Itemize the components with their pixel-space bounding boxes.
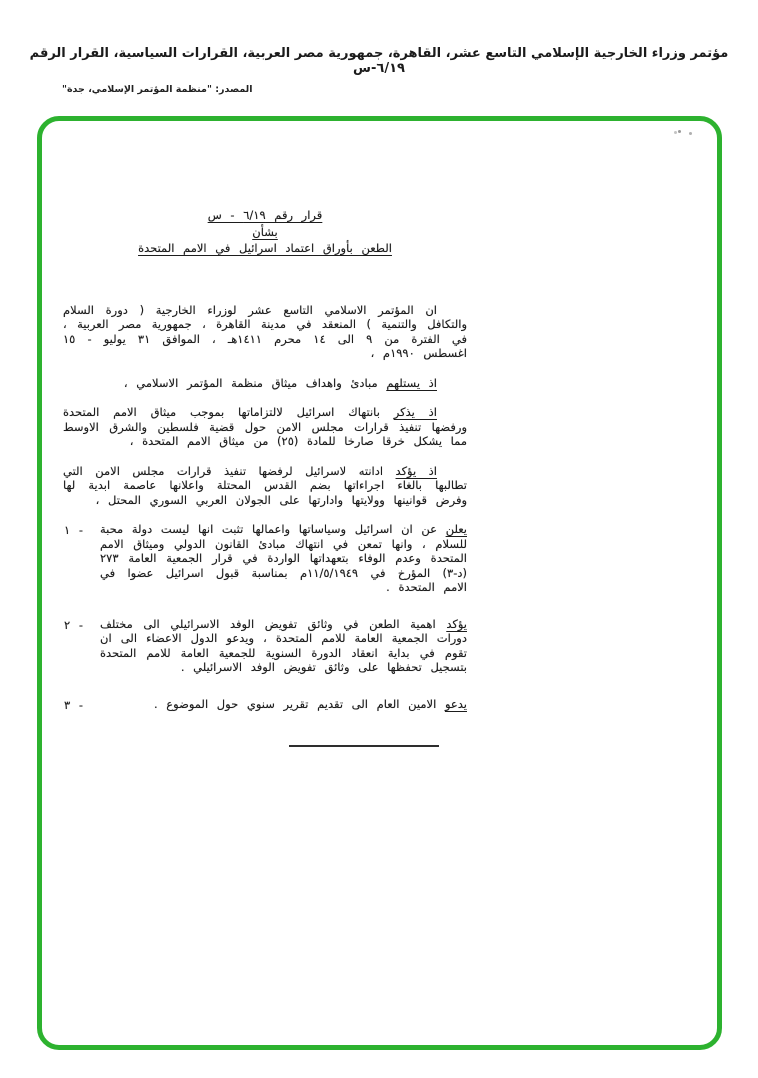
operative-item xyxy=(63,617,467,675)
preamble-lead: اذ يذكر xyxy=(393,405,437,419)
item-lead: يؤكد xyxy=(446,616,467,631)
item-number: ١ - xyxy=(64,523,83,537)
page-title: مؤتمر وزراء الخارجية الإسلامي التاسع عشر، القاهرة، جمهورية مصر العربية، القرارات السياسية، القرار الرقم ٦/١٩-س xyxy=(29,46,729,76)
item-text: اهمية الطعن في وثائق تفويض الوفد الاسرائيلي الى مختلف دورات الجمعية العامة للامم المتحدة ، ويدعو الدول الاعضاء الى ان تقوم في بداية انعقاد الدورة السنوية للجمعية العامة للامم المتحدة بتسجيل تحفظها على وثائق تفويض الوفد الاسرائيلي . xyxy=(100,616,467,674)
preamble-paragraph xyxy=(63,303,467,361)
document-frame xyxy=(37,116,722,1050)
item-lead: يدعو xyxy=(444,696,467,711)
preamble-text: ان المؤتمر الاسلامي التاسع عشر لوزراء الخارجية ( دورة السلام والتكافل والتنمية ) المنعقد في مدينة القاهرة ، جمهورية مصر العربية ، في الفترة من ٩ الى ١٤ محرم ١٤١١هـ ، الموافق ٣١ يوليو - ١٥ اغسطس ١٩٩٠م ، xyxy=(63,302,467,360)
operative-item xyxy=(63,522,467,595)
preamble-text: مبادئ واهداف ميثاق منظمة المؤتمر الاسلامي ، xyxy=(123,375,387,390)
preamble-paragraph xyxy=(63,464,467,508)
source-line: المصدر: "منظمة المؤتمر الإسلامي، جدة" xyxy=(62,84,253,95)
preamble-paragraph xyxy=(63,405,467,449)
preamble-lead: اذ يؤكد xyxy=(395,463,437,478)
preamble-text: بانتهاك اسرائيل لالتزاماتها بموجب ميثاق الامم المتحدة ورفضها تنفيذ قرارات مجلس الامن حول قضية فلسطين والشرق الاوسط مما يشكل خرقا صارخا للمادة (٢٥) من ميثاق الامم المتحدة ، xyxy=(63,405,467,448)
title-line-subject: الطعن بأوراق اعتماد اسرائيل في الامم المتحدة xyxy=(138,241,392,255)
scanned-document xyxy=(63,207,467,747)
operative-item xyxy=(63,697,467,712)
item-text: عن ان اسرائيل وسياساتها واعمالها تثبت انها ليست دولة محبة للسلام ، وانها تمعن في انتهاك مبادئ القانون الدولي وميثاق الامم المتحدة وعدم الوفاء بتعهداتها الواردة في قرار الجمعية العامة ٢٧٣ (د-٣) المؤرخ في ١١/٥/١٩٤٩م بمناسبة قبول اسرائيل عضوا في الامم المتحدة . xyxy=(100,522,467,594)
item-lead: يعلن xyxy=(445,522,467,536)
scan-artifact xyxy=(678,130,681,133)
separator-line xyxy=(289,745,439,747)
item-number: ٣ - xyxy=(64,697,83,712)
item-text: الامين العام الى تقديم تقرير سنوي حول الموضوع . xyxy=(153,696,445,711)
preamble-lead: اذ يستلهم xyxy=(386,375,437,390)
preamble-text: ادانته لاسرائيل لرفضها تنفيذ قرارات مجلس الامن التي تطالبها بالغاء اجراءاتها بضم القدس المحتلة واعلانها عاصمة ابدية لها وفرض قوانينها وولايتها وادارتها على الجولان العربي السوري المحتل ، xyxy=(63,463,467,507)
preamble-paragraph xyxy=(63,376,467,391)
title-line-regarding: بشأن xyxy=(252,224,278,239)
resolution-title xyxy=(63,207,467,257)
title-line-number: قرار رقم ٦/١٩ - س xyxy=(207,208,323,222)
item-number: ٢ - xyxy=(64,617,83,632)
